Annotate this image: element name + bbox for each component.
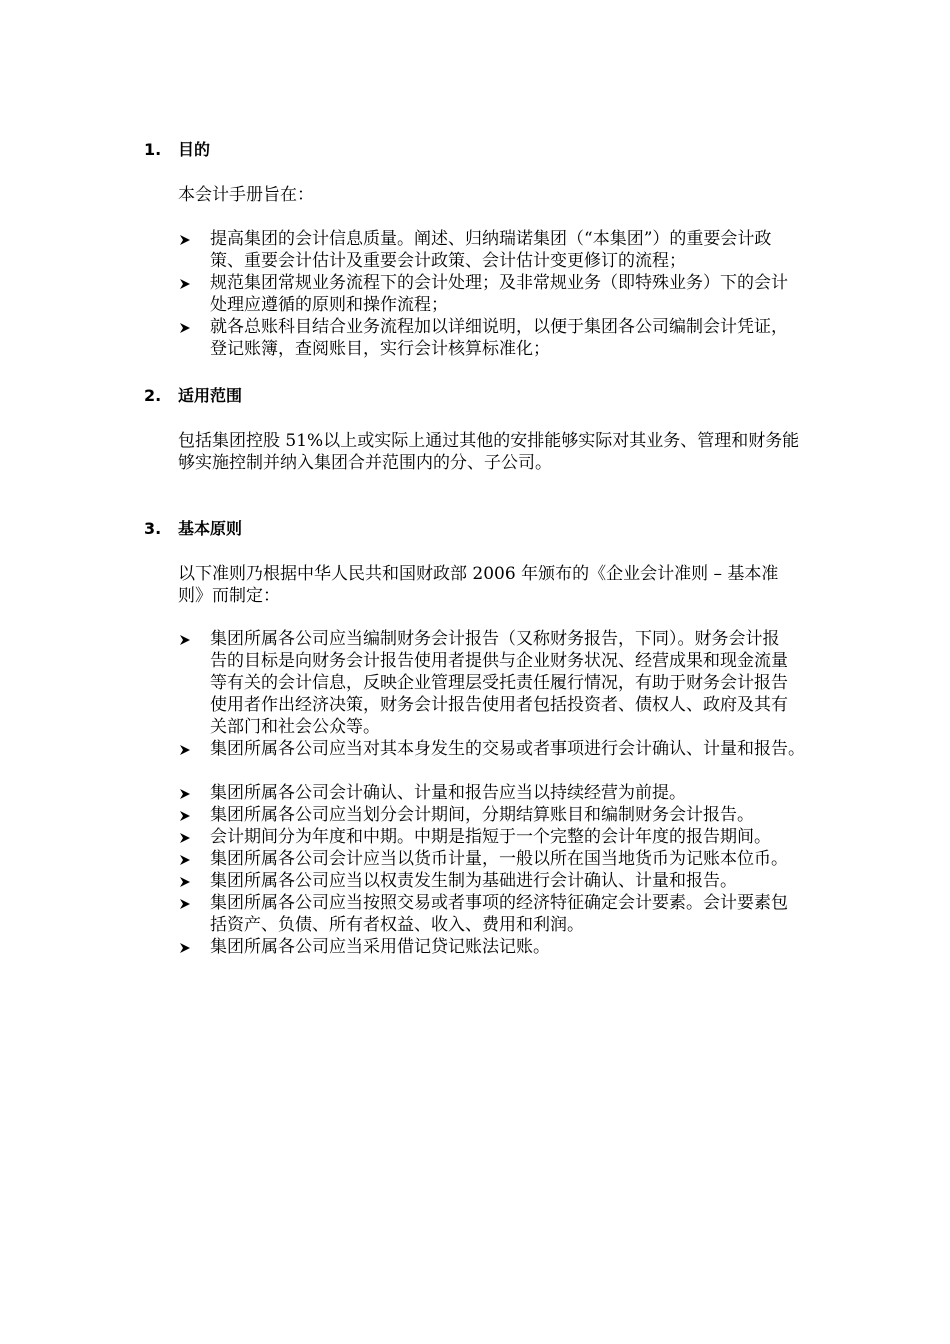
arrow-bullet-icon [178, 875, 192, 889]
section-1-number: 1. [144, 140, 162, 159]
list-item-line: 集团所属各公司应当按照交易或者事项的经济特征确定会计要素。会计要素包 [210, 893, 788, 913]
arrow-bullet-icon [178, 233, 192, 247]
section-3-intro-line: 则》而制定： [178, 586, 280, 606]
arrow-bullet-icon [178, 941, 192, 955]
list-item-line: 集团所属各公司应当对其本身发生的交易或者事项进行会计确认、计量和报告。 [210, 739, 805, 759]
arrow-bullet-icon [178, 853, 192, 867]
section-2-body-line: 包括集团控股 51%以上或实际上通过其他的安排能够实际对其业务、管理和财务能 [178, 431, 800, 451]
section-2-number: 2. [144, 386, 162, 405]
list-item-line: 括资产、负债、所有者权益、收入、费用和利润。 [210, 915, 584, 935]
list-item-line: 集团所属各公司应当采用借记贷记账法记账。 [210, 937, 550, 957]
list-item-line: 就各总账科目结合业务流程加以详细说明，以便于集团各公司编制会计凭证， [210, 317, 788, 337]
arrow-bullet-icon [178, 809, 192, 823]
list-item-line: 使用者作出经济决策，财务会计报告使用者包括投资者、债权人、政府及其有 [210, 695, 788, 715]
arrow-bullet-icon [178, 277, 192, 291]
list-item-line: 规范集团常规业务流程下的会计处理；及非常规业务（即特殊业务）下的会计 [210, 273, 788, 293]
list-item-line: 登记账簿，查阅账目，实行会计核算标准化； [210, 339, 550, 359]
section-1-title: 目的 [178, 140, 211, 159]
arrow-bullet-icon [178, 831, 192, 845]
section-1-intro: 本会计手册旨在： [178, 185, 314, 205]
list-item-line: 提高集团的会计信息质量。阐述、归纳瑞诺集团（“本集团”）的重要会计政 [210, 229, 772, 249]
list-item-line: 策、重要会计估计及重要会计政策、会计估计变更修订的流程； [210, 251, 686, 271]
arrow-bullet-icon [178, 743, 192, 757]
section-3-title: 基本原则 [178, 519, 243, 538]
section-2-title: 适用范围 [178, 386, 243, 405]
section-2-body-line: 够实施控制并纳入集团合并范围内的分、子公司。 [178, 453, 552, 473]
arrow-bullet-icon [178, 787, 192, 801]
list-item-line: 等有关的会计信息，反映企业管理层受托责任履行情况，有助于财务会计报告 [210, 673, 788, 693]
list-item-line: 告的目标是向财务会计报告使用者提供与企业财务状况、经营成果和现金流量 [210, 651, 788, 671]
list-item-line: 关部门和社会公众等。 [210, 717, 380, 737]
list-item-line: 集团所属各公司会计确认、计量和报告应当以持续经营为前提。 [210, 783, 686, 803]
list-item-line: 集团所属各公司应当划分会计期间，分期结算账目和编制财务会计报告。 [210, 805, 754, 825]
list-item-line: 集团所属各公司应当以权责发生制为基础进行会计确认、计量和报告。 [210, 871, 737, 891]
section-3-intro-line: 以下准则乃根据中华人民共和国财政部 2006 年颁布的《企业会计准则 – 基本准 [178, 564, 779, 584]
arrow-bullet-icon [178, 633, 192, 647]
arrow-bullet-icon [178, 321, 192, 335]
arrow-bullet-icon [178, 897, 192, 911]
list-item-line: 集团所属各公司会计应当以货币计量，一般以所在国当地货币为记账本位币。 [210, 849, 788, 869]
list-item-line: 处理应遵循的原则和操作流程； [210, 295, 448, 315]
list-item-line: 集团所属各公司应当编制财务会计报告（又称财务报告，下同）。财务会计报 [210, 629, 780, 649]
section-3-number: 3. [144, 519, 162, 538]
list-item-line: 会计期间分为年度和中期。中期是指短于一个完整的会计年度的报告期间。 [210, 827, 771, 847]
